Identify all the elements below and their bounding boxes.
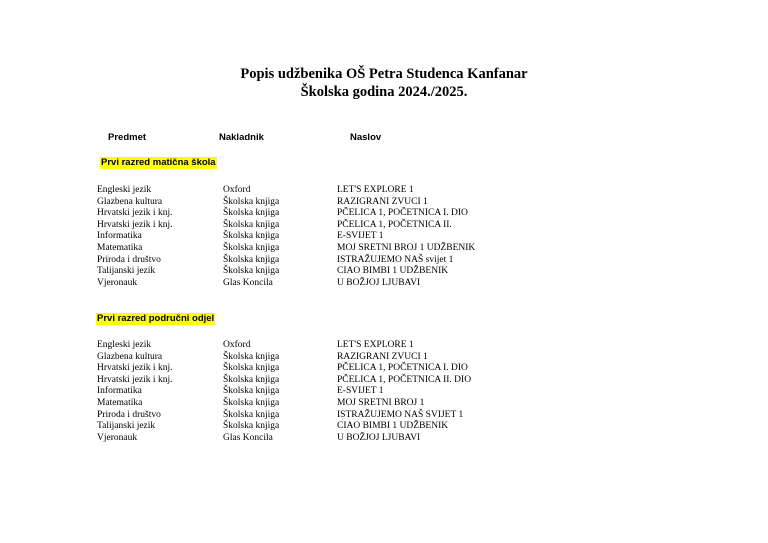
table-row: [0, 386, 768, 398]
table-row: [0, 421, 768, 433]
cell-subject: Hrvatski jezik i knj.: [97, 219, 173, 230]
cell-title: CIAO BIMBI 1 UDŽBENIK: [337, 421, 449, 432]
table-row: [0, 185, 768, 197]
cell-title: LET'S EXPLORE 1: [337, 185, 414, 195]
section-label-podrucni-odjel: Prvi razred područni odjel: [97, 313, 215, 324]
cell-title: MOJ SRETNI BROJ 1: [337, 397, 425, 408]
cell-title: MOJ SRETNI BROJ 1 UDŽBENIK: [337, 242, 476, 253]
cell-publisher: Školska knjiga: [223, 374, 280, 385]
cell-publisher: Školska knjiga: [223, 266, 280, 277]
cell-subject: Hrvatski jezik i knj.: [97, 374, 173, 385]
table-row: [0, 197, 768, 209]
cell-subject: Hrvatski jezik i knj.: [97, 363, 173, 374]
cell-title: LET'S EXPLORE 1: [337, 340, 414, 350]
cell-subject: Matematika: [97, 397, 143, 408]
cell-title: PČELICA 1, POČETNICA II.: [337, 219, 452, 230]
table-row: [0, 410, 768, 422]
cell-subject: Glazbena kultura: [97, 351, 163, 362]
school-year-subtitle: Školska godina 2024./2025.: [300, 84, 468, 100]
cell-title: PČELICA 1, POČETNICA I. DIO: [337, 363, 468, 374]
table-row: [0, 243, 768, 255]
cell-publisher: Školska knjiga: [223, 196, 280, 207]
cell-subject: Engleski jezik: [97, 185, 152, 195]
cell-publisher: Školska knjiga: [223, 386, 280, 397]
cell-title: CIAO BIMBI 1 UDŽBENIK: [337, 266, 449, 277]
column-header-subject: Predmet: [108, 132, 147, 143]
document-title: Popis udžbenika OŠ Petra Studenca Kanfanar: [240, 66, 528, 82]
table-row: [0, 255, 768, 267]
cell-subject: Glazbena kultura: [97, 196, 163, 207]
table-row: [0, 266, 768, 278]
cell-subject: Informatika: [97, 231, 142, 242]
column-header-publisher: Nakladnik: [219, 132, 264, 143]
cell-subject: Engleski jezik: [97, 340, 152, 350]
cell-publisher: Školska knjiga: [223, 254, 280, 265]
cell-title: U BOŽJOJ LJUBAVI: [337, 432, 421, 443]
cell-subject: Priroda i društvo: [97, 409, 161, 420]
cell-publisher: Školska knjiga: [223, 219, 280, 230]
cell-title: ISTRAŽUJEMO NAŠ svijet 1: [337, 254, 454, 265]
section-rows-podrucni-odjel: [0, 340, 768, 444]
cell-publisher: Školska knjiga: [223, 397, 280, 408]
cell-subject: Vjeronauk: [97, 277, 138, 288]
table-row: [0, 278, 768, 290]
cell-subject: Talijanski jezik: [97, 421, 156, 432]
cell-title: RAZIGRANI ZVUCI 1: [337, 196, 428, 207]
column-header-title: Naslov: [350, 132, 382, 143]
cell-publisher: Školska knjiga: [223, 242, 280, 253]
cell-publisher: Školska knjiga: [223, 409, 280, 420]
table-row: [0, 352, 768, 364]
cell-publisher: Školska knjiga: [223, 421, 280, 432]
cell-title: ISTRAŽUJEMO NAŠ SVIJET 1: [337, 409, 464, 420]
table-row: [0, 340, 768, 352]
cell-publisher: Školska knjiga: [223, 363, 280, 374]
table-row: [0, 433, 768, 445]
cell-publisher: Glas Koncila: [223, 432, 273, 443]
cell-publisher: Oxford: [223, 340, 251, 350]
cell-publisher: Školska knjiga: [223, 231, 280, 242]
section-label-maticna-skola: Prvi razred matična škola: [101, 157, 216, 168]
cell-subject: Informatika: [97, 386, 142, 397]
cell-title: U BOŽJOJ LJUBAVI: [337, 277, 421, 288]
cell-subject: Talijanski jezik: [97, 266, 156, 277]
table-row: [0, 363, 768, 375]
cell-publisher: Školska knjiga: [223, 351, 280, 362]
cell-title: E-SVIJET 1: [337, 386, 384, 397]
section-rows-maticna-skola: [0, 185, 768, 289]
cell-subject: Vjeronauk: [97, 432, 138, 443]
cell-publisher: Školska knjiga: [223, 208, 280, 219]
cell-subject: Priroda i društvo: [97, 254, 161, 265]
cell-publisher: Oxford: [223, 185, 251, 195]
table-row: [0, 208, 768, 220]
cell-title: PČELICA 1, POČETNICA I. DIO: [337, 208, 468, 219]
table-row: [0, 231, 768, 243]
cell-subject: Hrvatski jezik i knj.: [97, 208, 173, 219]
cell-title: RAZIGRANI ZVUCI 1: [337, 351, 428, 362]
cell-title: E-SVIJET 1: [337, 231, 384, 242]
cell-publisher: Glas Koncila: [223, 277, 273, 288]
cell-title: PČELICA 1, POČETNICA II. DIO: [337, 374, 472, 385]
table-row: [0, 220, 768, 232]
table-row: [0, 398, 768, 410]
cell-subject: Matematika: [97, 242, 143, 253]
table-row: [0, 375, 768, 387]
